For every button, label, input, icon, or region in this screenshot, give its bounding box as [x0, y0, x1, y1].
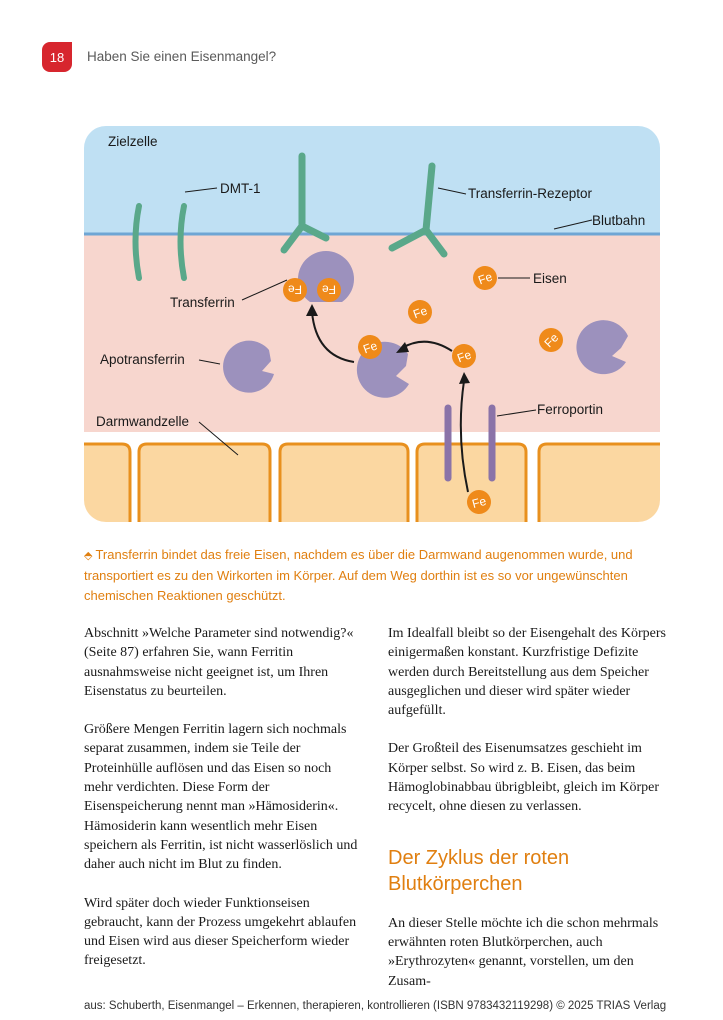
label-dmt1: DMT-1 — [220, 181, 261, 196]
page-number-badge: 18 — [42, 42, 72, 72]
svg-text:Fe: Fe — [361, 338, 380, 357]
label-iron: Eisen — [533, 271, 567, 286]
svg-text:Fe: Fe — [541, 330, 562, 351]
label-transferrin: Transferrin — [170, 295, 235, 310]
label-intestinal-cell: Darmwandzelle — [96, 414, 190, 429]
apotransferrin-right — [576, 320, 628, 374]
svg-text:Fe: Fe — [321, 282, 337, 297]
paragraph: An dieser Stelle möchte ich die schon mehrmals erwähnten roten Blutkörperchen, auch »Erythrozyten« genannt, vorstellen, um den Zusam- — [388, 915, 659, 989]
svg-text:Fe: Fe — [470, 493, 488, 512]
label-apotransferrin: Apotransferrin — [100, 352, 185, 367]
iron-transport-diagram — [84, 126, 660, 522]
running-title: Haben Sie einen Eisenmangel? — [87, 49, 277, 64]
paragraph: Abschnitt »Welche Parameter sind notwendig?« (Seite 87) erfahren Sie, wann Ferritin ausnahmsweise nicht geeignet ist, um Ihren Eisenstatus zu beurteilen. — [84, 626, 354, 699]
fe-atom — [317, 278, 341, 302]
svg-text:Fe: Fe — [476, 269, 495, 288]
target-cell-region — [84, 126, 660, 234]
body-column-left — [84, 624, 362, 990]
svg-text:Fe: Fe — [411, 303, 430, 322]
paragraph: Wird später doch wieder Funktionseisen gebraucht, kann der Prozess umgekehrt ablaufen und Eisen wird aus dieser Speicherform wieder freigesetzt. — [84, 895, 357, 969]
section-heading: Der Zyklus der roten Blutkörperchen — [388, 846, 570, 895]
intestinal-cells — [84, 444, 660, 522]
caption-text: Transferrin bindet das freie Eisen, nachdem es über die Darmwand augenommen wurde, und transportiert es zu den Wirkorten im Körper. Auf dem Weg dorthin ist es so vor ungewünschten chemischen Reaktionen geschützt. — [84, 547, 633, 603]
svg-text:Fe: Fe — [455, 347, 474, 366]
label-bloodstream: Blutbahn — [592, 213, 646, 228]
label-ferroportin: Ferroportin — [537, 402, 604, 417]
label-transferrin-receptor: Transferrin-Rezeptor — [468, 186, 593, 201]
source-footer: aus: Schuberth, Eisenmangel – Erkennen, therapieren, kontrollieren (ISBN 9783432119298) © 2025 TRIAS Verlag — [84, 1000, 667, 1012]
label-target-cell: Zielzelle — [108, 134, 158, 149]
paragraph: Im Idealfall bleibt so der Eisengehalt des Körpers einigermaßen konstant. Kurzfristige Defizite werden durch Bereitstellung aus dem Speicher ausgeglichen und dieser wird später wieder aufgefüllt. — [388, 626, 666, 719]
figure-caption — [84, 545, 664, 606]
caption-arrow-icon: ⬘ — [84, 550, 93, 562]
paragraph: Größere Mengen Ferritin lagern sich nochmals separat zusammen, indem sie Teile der Proteinhülle auflösen und das Eisen so noch mehr verdichten. Diese Form der Eisenspeicherung nennt man »Hämosiderin«. Hämosiderin kann wesentlich mehr Eisen speichern als Ferritin, ist nicht wasserlöslich und daher auch nicht im Blut zu finden. — [84, 722, 358, 873]
paragraph: Der Großteil des Eisenumsatzes geschieht im Körper selbst. So wird z. B. Eisen, das beim Hämoglobinabbau übrigbleibt, gleich im Körper recycelt, ohne diesen zu verlassen. — [388, 741, 659, 815]
svg-text:Fe: Fe — [287, 282, 303, 297]
body-column-right — [388, 624, 666, 1010]
fe-atom — [283, 278, 307, 302]
